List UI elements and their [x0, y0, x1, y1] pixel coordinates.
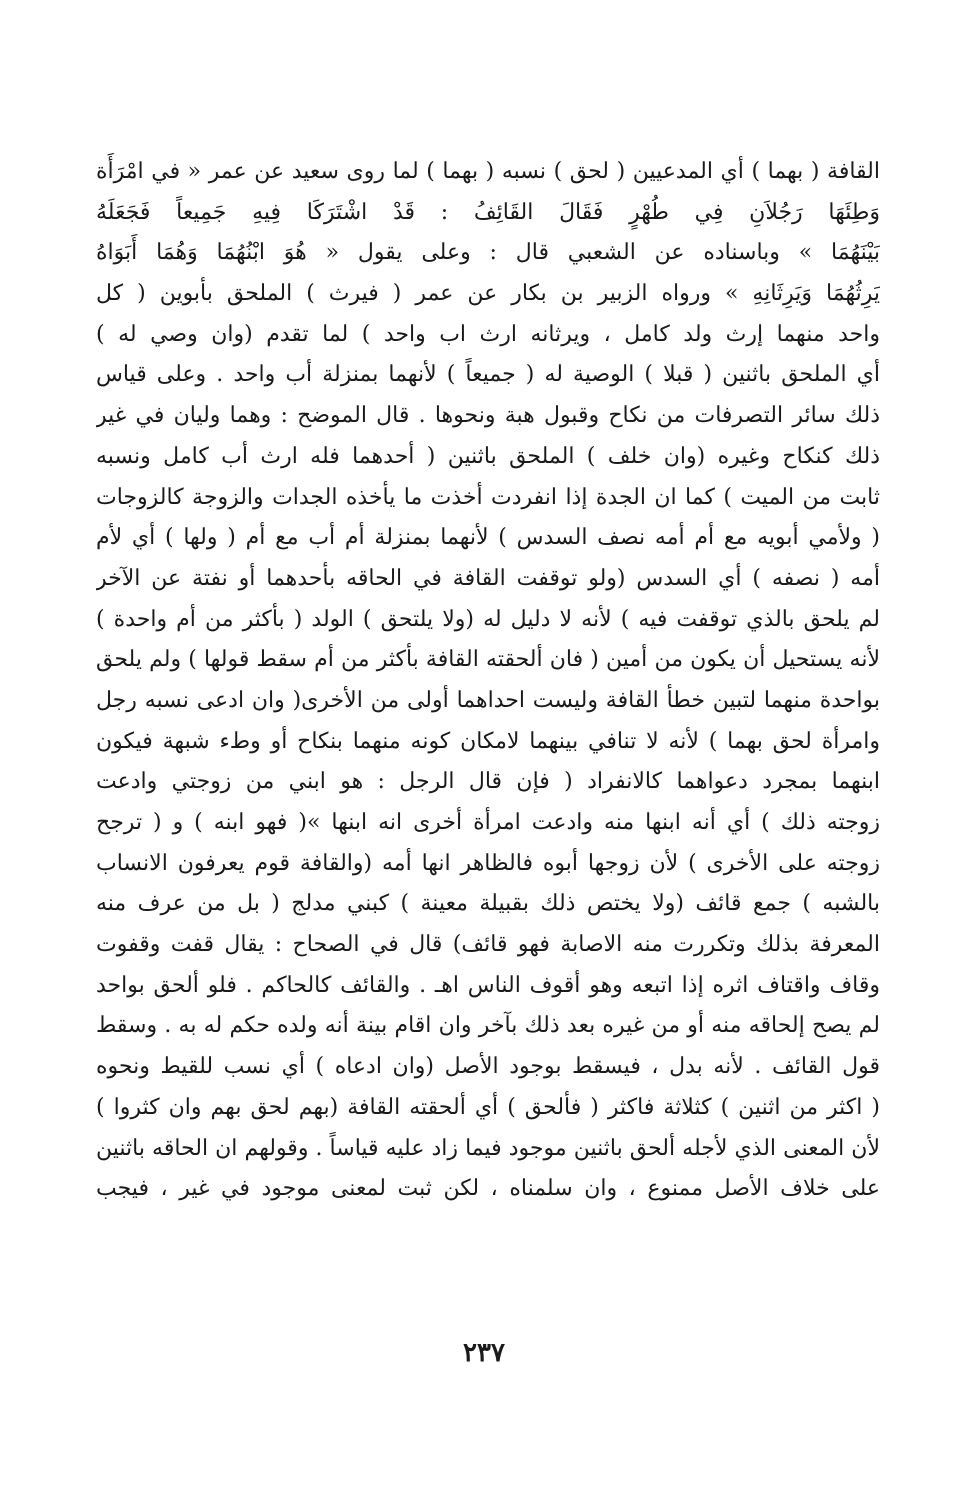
text-line: لم يلحق بالذي توقفت فيه ) لأنه لا دليل له (ولا يلتحق ) الولد ( بأكثر من أم واحدة )	[96, 606, 880, 632]
text-line: ( ولأمي أبويه مع أم أمه نصف السدس ) لأنهما بمنزلة أم أب مع أم ( ولها ) أي لأم	[96, 525, 880, 551]
text-line: المعرفة بذلك وتكررت منه الاصابة فهو قائف) قال في الصحاح : يقال قفت وقفوت	[96, 932, 880, 958]
text-line: قول القائف . لأنه بدل ، فيسقط بوجود الأصل (وان ادعاه ) أي نسب للقيط ونحوه	[96, 1054, 880, 1080]
text-line: أمه ( نصفه ) أي السدس (ولو توقفت القافة في الحاقه بأحدهما أو نفتة عن الآخر	[96, 565, 880, 591]
text-line: بَيْنَهُمَا » وباسناده عن الشعبي قال : وعلى يقول « هُوَ ابْنُهُمَا وَهُمَا أَبَوَاهُ	[96, 240, 880, 266]
text-line: بواحدة منهما لتبين خطأ القافة وليست احداهما أولى من الأخرى( وان ادعى نسبه رجل	[96, 687, 880, 713]
text-line: بالشبه ) جمع قائف (ولا يختص ذلك بقبيلة معينة ) كبني مدلج ( بل من عرف منه	[96, 891, 880, 917]
text-line: وقاف واقتاف اثره إذا اتبعه وهو أقوف الناس اهـ . والقائف كالحاكم . فلو ألحق بواحد	[96, 972, 880, 998]
text-line: زوجته ذلك ) أي أنه ابنها منه وادعت امرأة أخرى انه ابنها »( فهو ابنه ) و ( ترجح	[96, 810, 880, 835]
text-line: واحد منهما إرث ولد كامل ، ويرثانه ارث اب واحد ) لما تقدم (وان وصي له )	[96, 321, 880, 347]
text-line: وَطِئَهَا رَجُلاَنِ فِي طُهْرٍ فَقَالَ القَائِفُ : قَدْ اشْتَرَكَا فِيهِ جَمِيعاً فَجَعَلَهُ	[96, 199, 880, 225]
text-line: ذلك سائر التصرفات من نكاح وقبول هبة ونحوها . قال الموضح : وهما وليان في غير	[96, 403, 880, 429]
text-line: ( اكثر من اثنين ) كثلاثة فاكثر ( فألحق ) أي ألحقته القافة (بهم لحق بهم وان كثروا )	[96, 1094, 880, 1120]
text-line: لأن المعنى الذي لأجله ألحق باثنين موجود فيما زاد عليه قياساً . وقولهم ان الحاقه باثنين	[96, 1135, 880, 1161]
text-line: لم يصح إلحاقه منه أو من غيره بعد ذلك بآخر وان اقام بينة أنه ولده حكم له به . وسقط	[96, 1013, 880, 1039]
text-line: ثابت من الميت ) كما ان الجدة إذا انفردت أخذت ما يأخذه الجدات والزوجة كالزوجات	[96, 484, 880, 510]
text-line: لأنه يستحيل أن يكون من أمين ( فان ألحقته القافة بأكثر من أم سقط قولها ) ولم يلحق	[96, 647, 880, 673]
text-line: ذلك كنكاح وغيره (وان خلف ) الملحق باثنين ( أحدهما فله ارث أب كامل ونسبه	[96, 443, 880, 469]
text-line: وامرأة لحق بهما ) لأنه لا تنافي بينهما لامكان كونه منهما بنكاح أو وطء شبهة فيكون	[96, 728, 880, 754]
text-line: يَرِثُهُمَا وَيَرِثَانِهِ » ورواه الزبير بن بكار عن عمر ( فيرث ) الملحق بأبوين ( كل	[96, 281, 880, 307]
page-number: ٢٣٧	[463, 1338, 505, 1368]
text-line: زوجته على الأخرى ) لأن زوجها أبوه فالظاهر انها أمه (والقافة قوم يعرفون الانساب	[96, 850, 880, 876]
text-line: ابنهما بمجرد دعواهما كالانفراد ( فإن قال الرجل : هو ابني من زوجتي وادعت	[96, 769, 880, 795]
text-line: على خلاف الأصل ممنوع ، وان سلمناه ، لكن ثبت لمعنى موجود في غير ، فيجب	[96, 1176, 880, 1202]
text-line: القافة ( بهما ) أي المدعيين ( لحق ) نسبه ( بهما ) لما روى سعيد عن عمر « في امْرَأَة	[96, 159, 880, 184]
body-text	[96, 152, 880, 1210]
text-line: أي الملحق باثنين ( قبلا ) الوصية له ( جميعاً ) لأنهما بمنزلة أب واحد . وعلى قياس	[96, 362, 880, 388]
